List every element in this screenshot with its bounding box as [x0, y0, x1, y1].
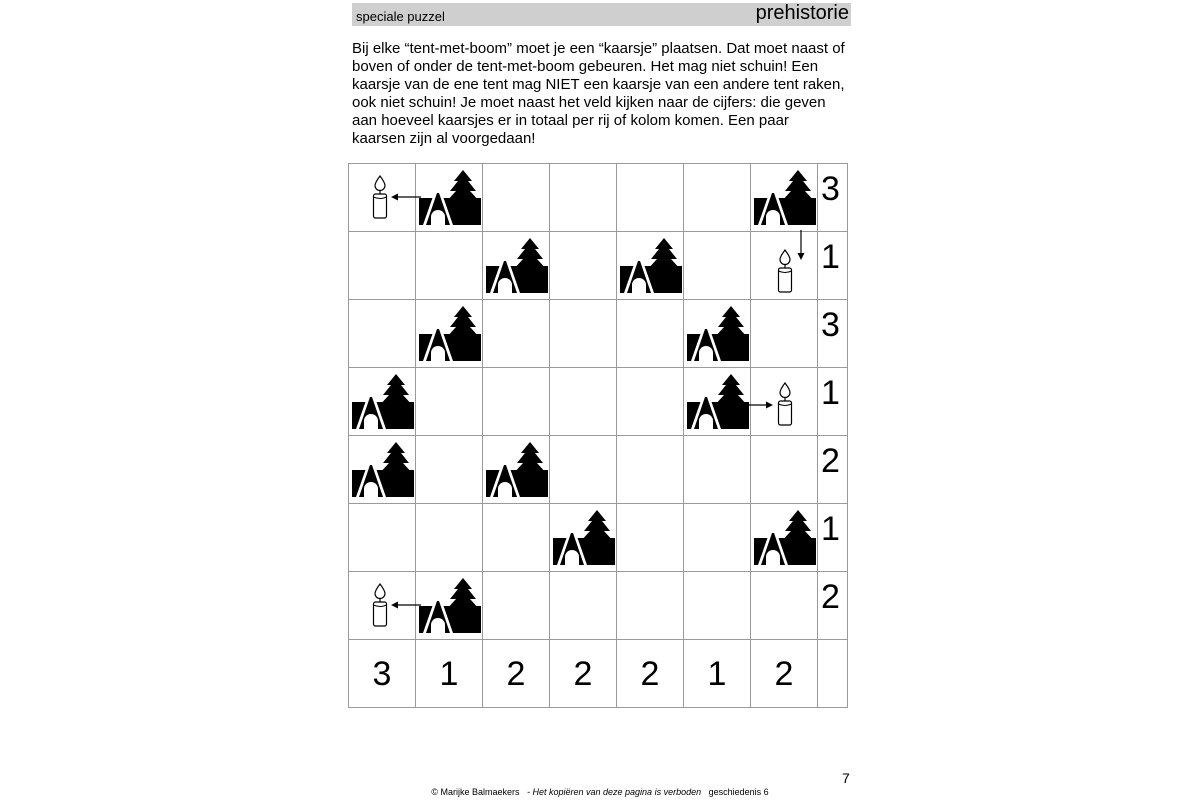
tent-with-tree-icon [687, 305, 749, 361]
row-clue-cell [818, 300, 848, 368]
row-clue-cell [818, 504, 848, 572]
grid-cell[interactable] [349, 572, 416, 640]
grid-row [349, 504, 848, 572]
grid-cell[interactable] [349, 436, 416, 504]
instruction-line: boven of onder de tent-met-boom gebeuren. Het mag niet schuin! Een [352, 58, 819, 75]
grid-cell[interactable] [349, 300, 416, 368]
tent-with-tree-icon [620, 237, 682, 293]
column-clue-row [349, 640, 848, 708]
grid-cell[interactable] [483, 504, 550, 572]
grid-cell[interactable] [684, 164, 751, 232]
tent-with-tree-icon [419, 577, 481, 633]
row-clue: 2 [821, 578, 840, 616]
column-clue-cell [617, 640, 684, 708]
grid-cell[interactable] [349, 368, 416, 436]
grid-cell[interactable] [684, 368, 751, 436]
grid-cell[interactable] [483, 232, 550, 300]
tent-with-tree-icon [754, 509, 816, 565]
footer-course: geschiedenis 6 [708, 787, 769, 797]
column-clue-cell [349, 640, 416, 708]
instruction-line: aan hoeveel kaarsjes er in totaal per rij of kolom komen. Een paar [352, 112, 789, 129]
row-clue: 3 [821, 306, 840, 344]
instruction-line: ook niet schuin! Je moet naast het veld kijken naar de cijfers: die geven [352, 94, 826, 111]
grid-cell[interactable] [349, 504, 416, 572]
puzzle-grid [348, 163, 848, 708]
grid-cell[interactable] [416, 504, 483, 572]
column-clue: 2 [573, 654, 593, 693]
grid-cell[interactable] [617, 164, 684, 232]
row-clue: 1 [821, 238, 840, 276]
row-clue: 1 [821, 510, 840, 548]
column-clue: 1 [707, 654, 727, 693]
row-clue: 2 [821, 442, 840, 480]
grid-cell[interactable] [483, 572, 550, 640]
corner-cell [818, 640, 848, 708]
tent-with-tree-icon [553, 509, 615, 565]
grid-row [349, 300, 848, 368]
grid-cell[interactable] [416, 368, 483, 436]
grid-row [349, 232, 848, 300]
grid-cell[interactable] [751, 300, 818, 368]
grid-cell[interactable] [617, 232, 684, 300]
grid-row [349, 436, 848, 504]
column-clue-cell [416, 640, 483, 708]
header-right-title: prehistorie [755, 2, 849, 24]
candle-icon [370, 175, 390, 219]
column-clue-cell [751, 640, 818, 708]
header-left-title: speciale puzzel [356, 9, 445, 24]
grid-cell[interactable] [550, 436, 617, 504]
grid-cell[interactable] [751, 504, 818, 572]
grid-cell[interactable] [751, 572, 818, 640]
grid-cell[interactable] [349, 232, 416, 300]
grid-cell[interactable] [751, 232, 818, 300]
grid-cell[interactable] [550, 504, 617, 572]
puzzle-grid-container [348, 163, 848, 708]
grid-cell[interactable] [684, 300, 751, 368]
footer-notice: - Het kopiëren van deze pagina is verboden [526, 787, 702, 797]
grid-cell[interactable] [416, 300, 483, 368]
column-clue: 2 [774, 654, 794, 693]
grid-cell[interactable] [550, 232, 617, 300]
column-clue: 2 [640, 654, 660, 693]
arrow-icon [743, 400, 773, 410]
row-clue-cell [818, 232, 848, 300]
candle-icon [775, 249, 795, 293]
grid-cell[interactable] [416, 232, 483, 300]
grid-cell[interactable] [483, 436, 550, 504]
grid-cell[interactable] [550, 300, 617, 368]
tent-with-tree-icon [687, 373, 749, 429]
row-clue-cell [818, 164, 848, 232]
grid-cell[interactable] [617, 504, 684, 572]
instruction-line: kaarsje van de ene tent mag NIET een kaarsje van een andere tent raken, [352, 76, 845, 93]
tent-with-tree-icon [754, 169, 816, 225]
grid-cell[interactable] [550, 572, 617, 640]
grid-row [349, 164, 848, 232]
grid-cell[interactable] [684, 232, 751, 300]
footer-copyright: © Marijke Balmaekers [431, 787, 520, 797]
column-clue: 1 [439, 654, 459, 693]
grid-cell[interactable] [416, 572, 483, 640]
row-clue-cell [818, 368, 848, 436]
page-header [352, 3, 851, 26]
grid-cell[interactable] [483, 164, 550, 232]
grid-cell[interactable] [617, 368, 684, 436]
grid-cell[interactable] [550, 368, 617, 436]
grid-cell[interactable] [416, 436, 483, 504]
candle-icon [775, 382, 795, 426]
instruction-line: Bij elke “tent-met-boom” moet je een “kaarsje” plaatsen. Dat moet naast of [352, 40, 845, 57]
grid-cell[interactable] [483, 300, 550, 368]
grid-cell[interactable] [617, 300, 684, 368]
grid-cell[interactable] [684, 436, 751, 504]
tent-with-tree-icon [486, 237, 548, 293]
page-footer [0, 787, 1200, 797]
column-clue-cell [550, 640, 617, 708]
arrow-icon [796, 230, 806, 260]
tent-with-tree-icon [352, 373, 414, 429]
row-clue: 1 [821, 374, 840, 412]
row-clue: 3 [821, 170, 840, 208]
tent-with-tree-icon [419, 169, 481, 225]
grid-cell[interactable] [751, 368, 818, 436]
tent-with-tree-icon [352, 441, 414, 497]
page-number: 7 [842, 770, 850, 786]
grid-cell[interactable] [751, 164, 818, 232]
instruction-line: kaarsen zijn al voorgedaan! [352, 130, 536, 147]
grid-cell[interactable] [617, 436, 684, 504]
grid-cell[interactable] [684, 504, 751, 572]
grid-cell[interactable] [483, 368, 550, 436]
grid-row [349, 572, 848, 640]
tent-with-tree-icon [486, 441, 548, 497]
column-clue: 2 [506, 654, 526, 693]
row-clue-cell [818, 572, 848, 640]
tent-with-tree-icon [419, 305, 481, 361]
grid-cell[interactable] [751, 436, 818, 504]
column-clue-cell [684, 640, 751, 708]
grid-cell[interactable] [349, 164, 416, 232]
row-clue-cell [818, 436, 848, 504]
grid-row [349, 368, 848, 436]
grid-cell[interactable] [416, 164, 483, 232]
grid-cell[interactable] [684, 572, 751, 640]
grid-cell[interactable] [550, 164, 617, 232]
column-clue-cell [483, 640, 550, 708]
grid-cell[interactable] [617, 572, 684, 640]
candle-icon [370, 583, 390, 627]
instructions-text [352, 40, 857, 148]
column-clue: 3 [372, 654, 392, 693]
